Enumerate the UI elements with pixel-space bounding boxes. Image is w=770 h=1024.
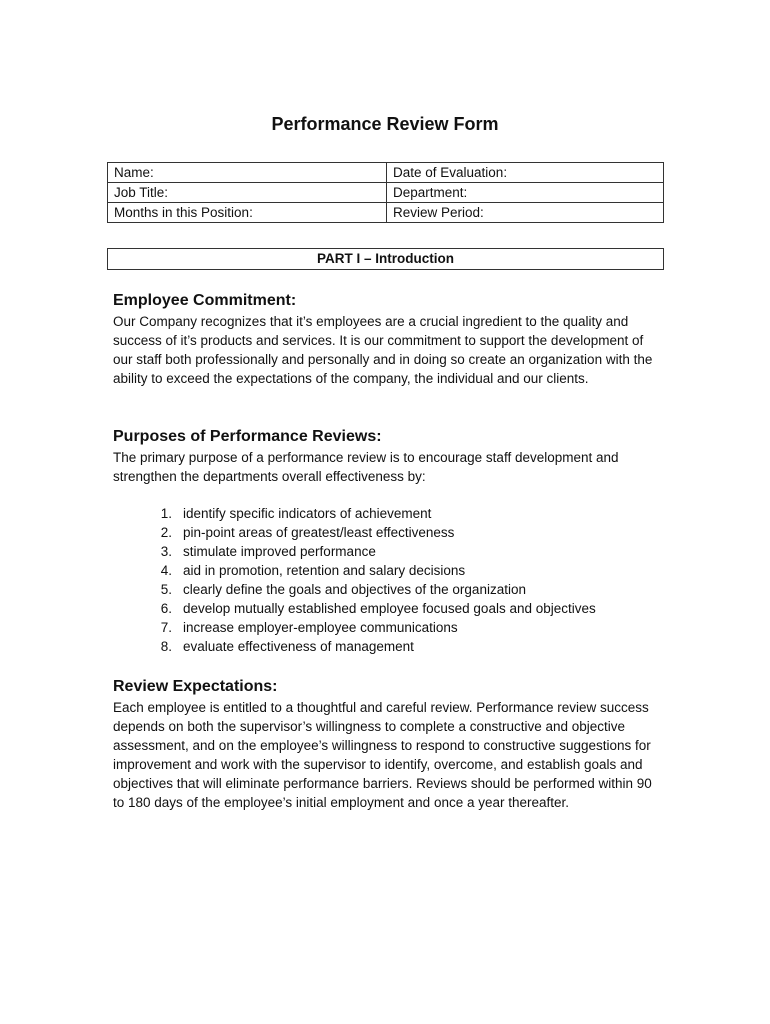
list-item-text: develop mutually established employee focused goals and objectives <box>183 601 596 616</box>
list-item-number: 1. <box>160 506 172 521</box>
list-item-number: 2. <box>160 525 172 540</box>
months-in-position-field[interactable]: Months in this Position: <box>108 203 387 223</box>
list-item-number: 8. <box>160 639 172 654</box>
review-expectations-section <box>113 676 663 812</box>
document-title: Performance Review Form <box>271 114 499 134</box>
list-item <box>150 542 596 561</box>
list-item-text: identify specific indicators of achievement <box>183 506 432 521</box>
part-heading: PART I – Introduction <box>107 248 664 270</box>
list-item <box>150 618 596 637</box>
section-body: The primary purpose of a performance review is to encourage staff development and strengthen the departments overall effectiveness by: <box>113 450 619 484</box>
section-heading: Purposes of Performance Reviews: <box>113 428 382 445</box>
list-item-number: 6. <box>160 601 172 616</box>
list-item-text: stimulate improved performance <box>183 544 376 559</box>
list-item <box>150 523 596 542</box>
purposes-list <box>150 504 596 656</box>
employee-commitment-section <box>113 290 663 388</box>
table-row <box>108 163 664 183</box>
list-item <box>150 637 596 656</box>
department-field[interactable]: Department: <box>387 183 664 203</box>
list-item-text: aid in promotion, retention and salary decisions <box>183 563 466 578</box>
review-period-field[interactable]: Review Period: <box>387 203 664 223</box>
employee-info-table <box>107 162 664 223</box>
table-row <box>108 203 664 223</box>
section-body: Our Company recognizes that it’s employees are a crucial ingredient to the quality and success of it’s products and services. It is our commitment to support the development of our staff both professionally and personally and in doing so create an organization with the ability to exceed the expectations of the company, the individual and our clients. <box>113 314 653 386</box>
date-of-evaluation-field[interactable]: Date of Evaluation: <box>387 163 664 183</box>
list-item <box>150 561 596 580</box>
job-title-field[interactable]: Job Title: <box>108 183 387 203</box>
list-item-number: 4. <box>160 563 172 578</box>
list-item <box>150 599 596 618</box>
list-item-text: increase employer-employee communications <box>183 620 458 635</box>
section-heading: Employee Commitment: <box>113 292 297 309</box>
list-item-text: evaluate effectiveness of management <box>183 639 414 654</box>
list-item-number: 5. <box>160 582 172 597</box>
list-item-number: 3. <box>160 544 172 559</box>
name-field[interactable]: Name: <box>108 163 387 183</box>
purposes-section <box>113 426 663 486</box>
list-item-text: clearly define the goals and objectives of the organization <box>183 582 526 597</box>
list-item-text: pin-point areas of greatest/least effectiveness <box>183 525 455 540</box>
list-item <box>150 504 596 523</box>
list-item <box>150 580 596 599</box>
section-body: Each employee is entitled to a thoughtful and careful review. Performance review success depends on both the supervisor’s willingness to complete a constructive and objective assessment, and on the employee’s willingness to respond to constructive suggestions for improvement and work with the supervisor to identify, overcome, and establish goals and objectives that will eliminate performance barriers. Reviews should be performed within 90 to 180 days of the employee’s initial employment and once a year thereafter. <box>113 700 652 810</box>
list-item-number: 7. <box>160 620 172 635</box>
section-heading: Review Expectations: <box>113 678 278 695</box>
table-row <box>108 183 664 203</box>
